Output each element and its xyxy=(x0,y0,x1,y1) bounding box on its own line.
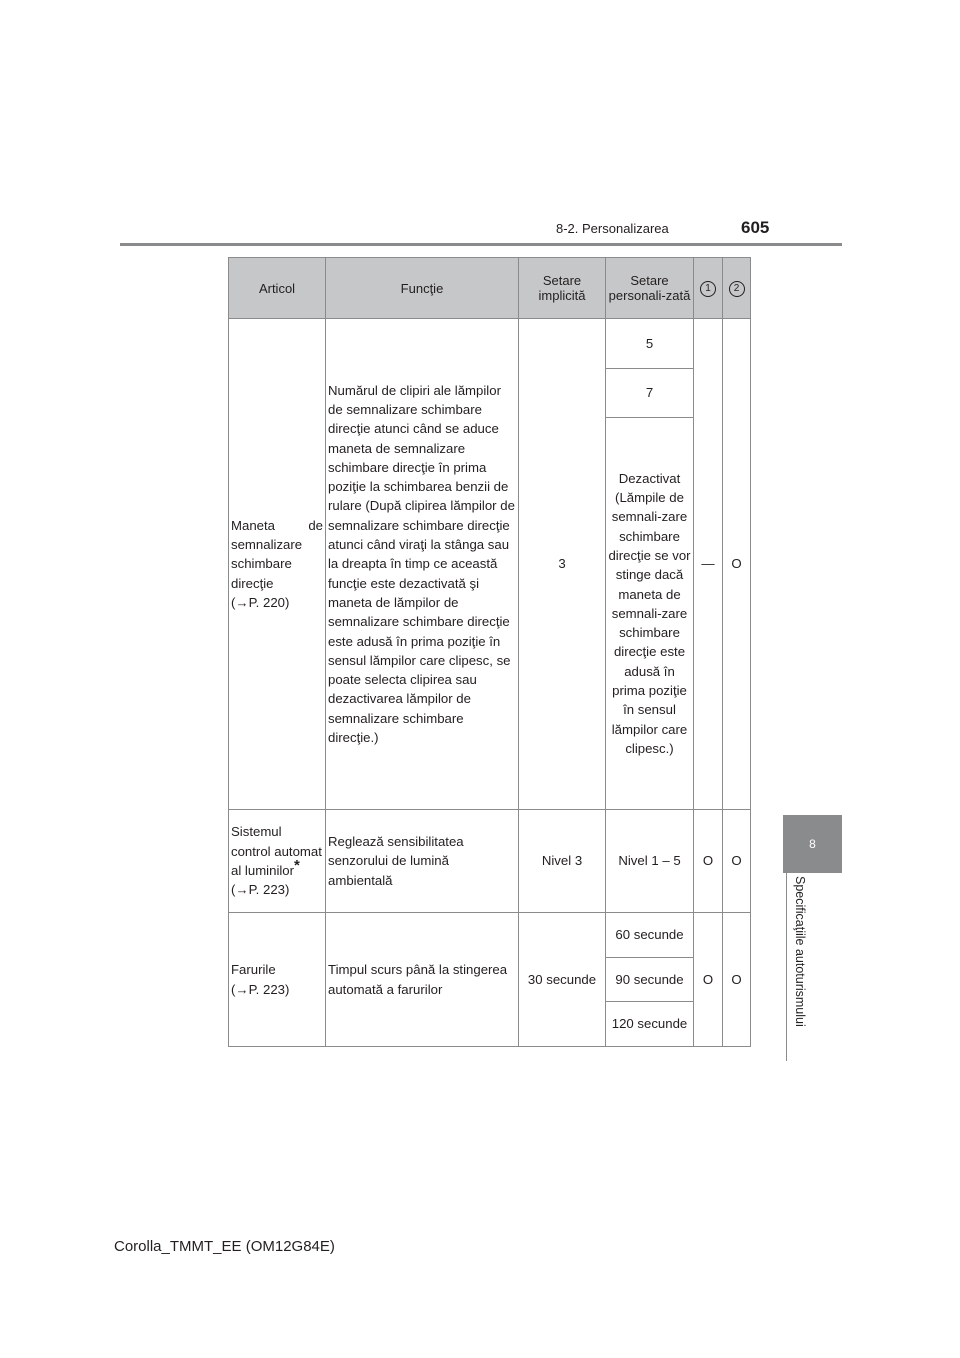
custom-option: 60 secunde xyxy=(606,913,694,958)
col2-cell: O xyxy=(723,319,751,810)
header-col2 xyxy=(723,258,751,319)
function-cell: Numărul de clipiri ale lămpilor de semnalizare schimbare direcţie atunci când se aduce maneta de semnalizare schimbare direcţie în prima poziţie la schimbarea benzii de rulare (După clipirea lămpilor de semnalizare schimbare direcţie atunci când viraţi la stânga sau la dreapta în timp ce această funcţie este dezactivată şi maneta de lămpilor de semnalizare schimbare direcţie este adusă în prima poziţie în sensul lămpilor care clipesc, se poate selecta clipirea sau dezactivarea lămpilor de semnalizare schimbare direcţie.) xyxy=(326,319,519,810)
custom-option: Nivel 1 – 5 xyxy=(606,810,694,913)
header-default: Setare implicită xyxy=(519,258,606,319)
custom-option: 90 secunde xyxy=(606,958,694,1002)
circled-1-icon: 1 xyxy=(700,281,716,297)
item-cell xyxy=(229,319,326,810)
default-cell: Nivel 3 xyxy=(519,810,606,913)
item-ref: (→P. 220) xyxy=(231,594,290,610)
col1-cell: — xyxy=(694,319,723,810)
default-cell: 30 secunde xyxy=(519,913,606,1047)
col1-cell: O xyxy=(694,913,723,1047)
custom-option: 7 xyxy=(606,369,694,418)
table-row xyxy=(229,810,751,913)
customization-table xyxy=(228,257,751,1047)
item-name: Farurile xyxy=(231,962,276,978)
item-name: Sistemul control automat al luminilor xyxy=(231,824,322,878)
header-custom: Setare personali-zată xyxy=(606,258,694,319)
item-name: Maneta de semnalizare schimbare direcţie xyxy=(231,517,323,591)
col2-cell: O xyxy=(723,810,751,913)
table-row xyxy=(229,913,751,958)
chapter-title: Specificaţiile autoturismului xyxy=(793,876,807,1027)
chapter-rule xyxy=(786,873,787,1061)
page-number: 605 xyxy=(741,218,770,237)
item-ref: (→P. 223) xyxy=(231,882,290,898)
default-cell: 3 xyxy=(519,319,606,810)
chapter-number: 8 xyxy=(809,837,816,851)
item-cell xyxy=(229,810,326,913)
asterisk-mark: * xyxy=(294,857,300,874)
custom-option: 5 xyxy=(606,319,694,369)
item-cell xyxy=(229,913,326,1047)
item-ref: (→P. 223) xyxy=(231,981,290,997)
table-row xyxy=(229,319,751,369)
function-cell: Reglează sensibilitatea senzorului de lumină ambientală xyxy=(326,810,519,913)
circled-2-icon: 2 xyxy=(729,281,745,297)
custom-option: 120 secunde xyxy=(606,1002,694,1047)
header-col1 xyxy=(694,258,723,319)
section-title: 8-2. Personalizarea xyxy=(556,221,669,236)
col1-cell: O xyxy=(694,810,723,913)
chapter-tab xyxy=(783,815,842,873)
custom-option: Dezactivat (Lămpile de semnali-zare schimbare direcţie se vor stinge dacă maneta de semnali-zare schimbare direcţie este adusă în prima poziţie în sensul lămpilor care clipesc.) xyxy=(606,418,694,810)
header-rule xyxy=(120,243,842,246)
footer-code: Corolla_TMMT_EE (OM12G84E) xyxy=(114,1238,335,1255)
header-function: Funcţie xyxy=(326,258,519,319)
col2-cell: O xyxy=(723,913,751,1047)
function-cell: Timpul scurs până la stingerea automată a farurilor xyxy=(326,913,519,1047)
table-header-row xyxy=(229,258,751,319)
header-item: Articol xyxy=(229,258,326,319)
